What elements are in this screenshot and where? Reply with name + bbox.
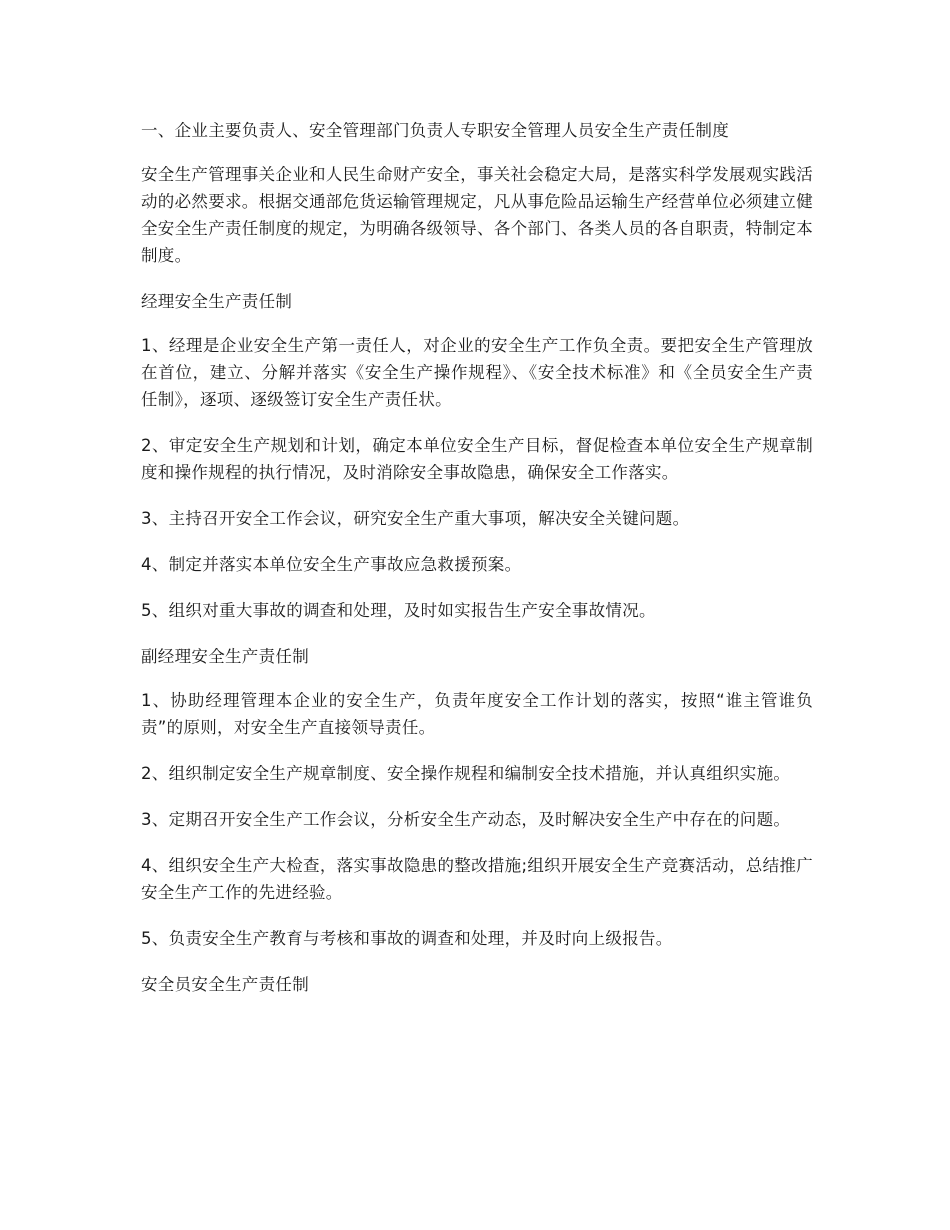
section-heading-deputy-manager: 副经理安全生产责任制	[141, 647, 309, 666]
document-title: 一、企业主要负责人、安全管理部门负责人专职安全管理人员安全生产责任制度	[141, 121, 729, 140]
intro-paragraph: 安全生产管理事关企业和人民生命财产安全，事关社会稳定大局，是落实科学发展观实践活动的必然要求。根据交通部危货运输管理规定，凡从事危险品运输生产经营单位必须建立健全安全生产责任制度的规定，为明确各级领导、各个部门、各类人员的各自职责，特制定本制度。	[141, 165, 813, 265]
list-item: 4、组织安全生产大检查，落实事故隐患的整改措施;组织开展安全生产竞赛活动，总结推广安全生产工作的先进经验。	[141, 856, 813, 902]
list-item: 2、组织制定安全生产规章制度、安全操作规程和编制安全技术措施，并认真组织实施。	[141, 764, 791, 783]
section-heading-manager: 经理安全生产责任制	[141, 292, 293, 311]
list-item: 3、主持召开安全工作会议，研究安全生产重大事项，解决安全关键问题。	[141, 509, 690, 528]
list-item: 2、审定安全生产规划和计划，确定本单位安全生产目标，督促检查本单位安全生产规章制度和操作规程的执行情况，及时消除安全事故隐患，确保安全工作落实。	[141, 436, 813, 482]
list-item: 1、协助经理管理本企业的安全生产，负责年度安全工作计划的落实，按照“谁主管谁负责”的原则，对安全生产直接领导责任。	[141, 691, 813, 737]
list-item: 3、定期召开安全生产工作会议，分析安全生产动态，及时解决安全生产中存在的问题。	[141, 810, 791, 829]
list-item: 1、经理是企业安全生产第一责任人，对企业的安全生产工作负全责。要把安全生产管理放在首位，建立、分解并落实《安全生产操作规程》、《安全技术标准》和《全员安全生产责任制》，逐项、逐级签订安全生产责任状。	[141, 336, 813, 409]
list-item: 4、制定并落实本单位安全生产事故应急救援预案。	[141, 555, 522, 574]
list-item: 5、组织对重大事故的调查和处理，及时如实报告生产安全事故情况。	[141, 601, 656, 620]
document-page	[141, 117, 813, 1015]
section-heading-safety-officer: 安全员安全生产责任制	[141, 975, 309, 994]
list-item: 5、负责安全生产教育与考核和事故的调查和处理，并及时向上级报告。	[141, 929, 673, 948]
